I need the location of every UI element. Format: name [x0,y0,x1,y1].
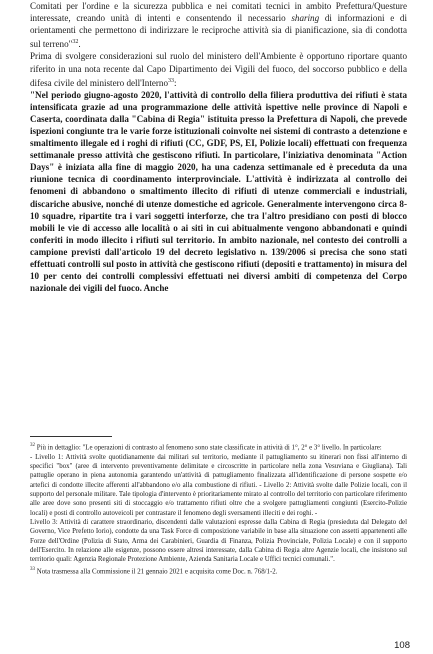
paragraph-1-text-a: Comitati per l'ordine e la sicurezza pubblica e nei comitati tecnici in ambito Prefettura/Questure interessate, creando unità di intenti e consentendo il necessario [30,1,407,24]
footnote-33-text: Nota trasmessa alla Commissione il 21 gennaio 2021 e acquisita come Doc. n. 768/1-2. [35,568,278,576]
footnote-32-number: 32 [30,443,35,448]
paragraph-2-text: Prima di svolgere considerazioni sul ruolo del ministero dell'Ambiente è opportuno riportare quanto riferito in una nota recente dal Capo Dipartimento dei Vigili del fuoco, del soccorso pubblico e della difesa civile del ministero dell'Interno [30,51,407,88]
main-text [30,0,407,294]
footnote-32 [30,441,407,453]
footnotes [30,441,407,576]
footnote-separator [30,436,112,437]
footnote-ref-33[interactable]: 33 [168,77,175,84]
paragraph-1-text-b: di informazioni e di orientamenti che permettono di indirizzare le reciproche attività sia di pianificazione, sia di condotta sul terreno" [30,13,407,50]
page-number: 108 [394,640,410,651]
footnote-33-number: 33 [30,566,35,572]
footnote-33 [30,565,407,577]
footnote-32-level-1-2: - Livello 1: Attività svolte quotidianamente dai militari sul territorio, mediante il pattugliamento su itinerari non fissi all'interno di specifici "box" (aree di intervento preventivamente delimitate e circoscritte in particolare nella zona Vesuviana e Giugliana). Tali pattuglie operano in piena autonomia garantendo un'attività di pattugliamento finalizzata all'identificazione di persone sospette e/o artefici di condotte illecite afferenti all'abbandono e/o alla combustione di rifiuti. - Livello 2: Attività svolte dalle Polizie locali, con il supporto del personale militare. Tale tipologia d'intervento è prioritariamente mirato al controllo del territorio con particolare riferimento alle aree dove sono presenti siti di stoccaggio e/o trattamento rifiuti oltre che a svolgere pattugliamenti congiunti (Esercito-Polizie locali) e posti di controllo autoveicoli per contrastare il fenomeno degli sversamenti illeciti e dei roghi. - [30,453,407,517]
footnote-32-intro: Più in dettaglio: "Le operazioni di contrasto al fenomeno sono state classificate in attività di 1°, 2° e 3° livello. In particolare: [35,444,382,452]
footnote-ref-32[interactable]: 32 [72,39,79,46]
paragraph-2-end: : [174,77,177,88]
paragraph-1-end: . [78,39,81,50]
page-body [30,0,407,294]
paragraph-2 [30,50,407,88]
quoted-paragraph: "Nel periodo giugno-agosto 2020, l'attività di controllo della filiera produttiva dei rifiuti è stata intensificata grazie ad una programmazione delle attività ispettive nelle province di Napoli e Caserta, coordinata dalla "Cabina di Regia" istituita presso la Prefettura di Napoli, che prevede ispezioni congiunte tra le varie forze istituzionali coinvolte nei sistemi di contrasto a detenzione e smaltimento illegale ed i roghi di rifiuti (CC, GDF, PS, EI, Polizie locali) effettuati con frequenza settimanale presso attività che gestiscono rifiuti. In particolare, l'iniziativa denominata "Action Days" è iniziata alla fine di maggio 2020, ha una cadenza settimanale ed è preceduta da una riunione tecnica di coordinamento interprovinciale. L'attività è indirizzata al controllo dei fenomeni di abbandono o smaltimento illecito di rifiuti di utenze commerciali e industriali, discariche abusive, nonché di utenze domestiche ed agricole. Generalmente intervengono circa 8-10 squadre, ripartite tra i vari soggetti interforze, che tra l'altro presidiano con posti di blocco mobili le vie di accesso alle località o ai siti in cui abitualmente vengono abbandonati e quindi conferiti in modo illecito i rifiuti sul territorio. In ambito nazionale, nel contesto dei controlli a campione previsti dall'articolo 19 del decreto legislativo n. 139/2006 si precisa che sono stati effettuati controlli sul posto in attività che gestiscono rifiuti (depositi e trattamento) in misura del 10 per cento dei controlli complessivi effettuati nei diversi ambiti di competenza del Corpo nazionale dei vigili del fuoco. Anche [30,89,407,294]
footnote-32-level-3: Livello 3: Attività di carattere straordinario, discendenti dalle valutazioni espresse dalla Cabina di Regia (presieduta dal Delegato del Governo, Vice Prefetto Iorio), condotte da una Task Force di composizione variabile in base alla situazione con assetti appartenenti alle Forze dell'Ordine (Polizia di Stato, Arma dei Carabinieri, Guardia di Finanza, Polizia Provinciale, Polizia Locale) e con il supporto dell'Esercito. In relazione alle esigenze, possono essere altresì interessate, dalla Cabina di Regia altre Agenzie locali, che insistono sul territorio quali: Agenzia Regionale Protezione Ambiente, Azienda Sanitaria Locale e Uffici tecnici comunali.". [30,519,407,564]
paragraph-1-emphasis: sharing [291,13,320,24]
paragraph-1 [30,0,407,50]
